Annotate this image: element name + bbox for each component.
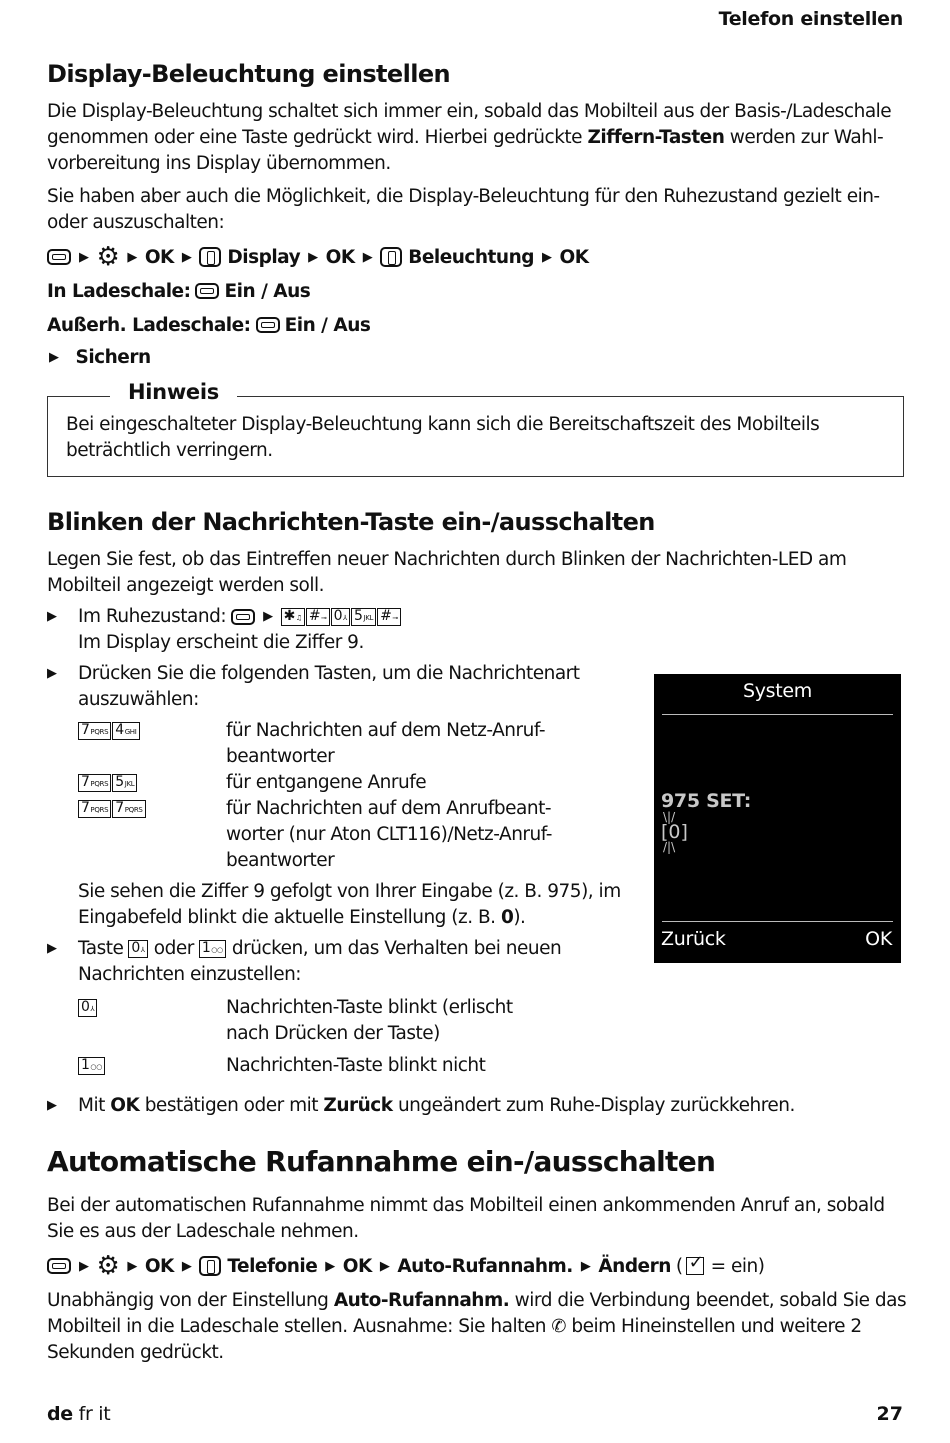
key-5-icon: 5JKL bbox=[112, 774, 137, 792]
key-0-icon: 0⅄ bbox=[128, 940, 147, 958]
step-idle-result: Im Display erscheint die Ziffer 9. bbox=[78, 632, 364, 653]
arrow-icon: ▶ bbox=[47, 609, 57, 624]
ok-label: OK bbox=[559, 246, 589, 268]
ok-label: OK bbox=[144, 246, 174, 268]
menu-item-auto-answer: Auto-Rufannahm. bbox=[397, 1255, 573, 1277]
manual-page: Telefon einstellen Display-Beleuchtung einstellen Die Display-Beleuchtung schaltet sich immer ein, sobald das Mobilteil aus der Basis-/Ladeschale genommen oder eine Taste gedrückt wird. Hierbei gedrückte Ziffern-Tasten werden zur Wahl-vorbereitung ins Display übernommen. Sie haben aber auch die Möglichkeit, die Display-Beleuchtung für den Ruhezustand gezielt ein- oder auszuschalten: ▶ ⚙ ▶ OK ▶ Display ▶ OK ▶ Beleuchtung ▶ OK In Ladeschale: Ein / Aus Außerh. Ladeschale: Ein / Aus ▶ Sichern Hinweis Bei eingeschalteter Display-Beleuchtung kann sich die Bereitschaftszeit des Mobilteils beträchtlich verringern. Blinken der Nachrichten-Taste ein-/ausschalten Legen Sie fest, ob das Eintreffen neuer Nachrichten durch Blinken der Nachrichten-LED am Mobilteil angezeigt werden soll. ▶ Im Ruhezustand: ▶ ✱♫ #⊸ 0⅄ 5JKL #⊸ Im Display erscheint die Ziffer 9. ▶ Drücken Sie die folgenden Tasten, um die Nachrichtenart auszuwählen: 7PQRS 4GHI für Nachrichten auf dem Netz-Anruf- beantworter 7PQRS 5JKL für entgangene Anrufe 7PQRS 7PQRS für Nachrichten auf dem Anrufbeant- worter (nur Aton CLT116)/Netz-Anruf- beantworter Sie sehen die Ziffer 9 gefolgt von Ihrer Eingabe (z. B. 975), im Eingabefeld blinkt die aktuelle Einstellung (z. B. 0). ▶ Taste 0⅄ oder 1○○ drücken, um das Verhalten bei neuen Nachrichten einzustellen: 0⅄ Nachrichten-Taste blinkt (erlischt nach Drücken der Taste) 1○○ Nachrichten-Taste blinkt nicht ▶ Mit OK bestätigen oder mit Zurück ungeändert zum Ruhe-Display zurückkehren. System 975 SET: \|/ [0] /|\ Zurück OK Automatische Rufannahme ein-/ausschalten Bei der automatischen Rufannahme nimmt das Mobilteil einen ankommenden Anruf an, sobald Sie es aus der Ladeschale nehmen. ▶ ⚙ ▶ OK ▶ Telefonie ▶ OK ▶ Auto-Rufannahm. ▶ Ändern ( ✓ = ein) Unabhängig von der Einstellung Auto-Rufannahm. wird die Verbindung beendet, sobald Sie das Mobilteil in die Ladeschale stellen. Ausnahme: Sie halten ✆ beim Hineinstellen und weitere 2 Sekunden gedrückt. de fr it 27 bbox=[0, 0, 950, 1443]
menu-path-display bbox=[47, 243, 589, 271]
arrow-icon: ▶ bbox=[362, 249, 373, 265]
section-title-auto-answer: Automatische Rufannahme ein-/ausschalten bbox=[47, 1145, 716, 1178]
ok-label: OK bbox=[342, 1255, 372, 1277]
phone-display-illustration bbox=[654, 674, 901, 963]
info-line-2: Eingabefeld blinkt die aktuelle Einstellung (z. B. 0). bbox=[78, 907, 526, 928]
arrow-icon: ▶ bbox=[263, 609, 273, 624]
step-confirm: Mit OK bestätigen oder mit Zurück ungeändert zum Ruhe-Display zurückkehren. bbox=[78, 1095, 795, 1116]
arrow-icon: ▶ bbox=[379, 1258, 390, 1274]
nav-key-icon bbox=[199, 247, 221, 267]
key-0-icon: 0⅄ bbox=[78, 999, 97, 1017]
arrow-icon: ▶ bbox=[580, 1258, 591, 1274]
key-0-icon: 0⅄ bbox=[331, 608, 350, 626]
info-line-1: Sie sehen die Ziffer 9 gefolgt von Ihrer Eingabe (z. B. 975), im bbox=[78, 881, 621, 902]
settings-gear-icon: ⚙ bbox=[96, 1251, 120, 1281]
ok-label: OK bbox=[325, 246, 355, 268]
nav-key-icon bbox=[380, 247, 402, 267]
key-7-icon: 7PQRS bbox=[78, 774, 111, 792]
change-label: Ändern bbox=[598, 1255, 671, 1277]
arrow-icon: ▶ bbox=[49, 349, 59, 365]
menu-path-auto-answer: ▶ ⚙ ▶ OK ▶ Telefonie ▶ OK ▶ Auto-Rufannahm. ▶ Ändern ( ✓ = ein) bbox=[47, 1252, 764, 1280]
step-idle-state: Im Ruhezustand: ▶ ✱♫ #⊸ 0⅄ 5JKL #⊸ bbox=[78, 604, 402, 630]
section2-intro: Legen Sie fest, ob das Eintreffen neuer Nachrichten durch Blinken der Nachrichten-LED am Mobilteil angezeigt werden soll. bbox=[47, 549, 847, 596]
key-combo bbox=[78, 718, 141, 744]
arrow-icon: ▶ bbox=[47, 1098, 57, 1113]
step-press-key: Taste 0⅄ oder 1○○ drücken, um das Verhalten bei neuen bbox=[78, 938, 562, 959]
settings-gear-icon: ⚙ bbox=[96, 242, 120, 272]
arrow-icon: ▶ bbox=[47, 941, 57, 956]
key-4-icon: 4GHI bbox=[112, 722, 139, 740]
section-title-display-lighting: Display-Beleuchtung einstellen bbox=[47, 60, 450, 88]
option-in-charger: In Ladeschale: Ein / Aus bbox=[47, 280, 311, 302]
section1-paragraph-1: Die Display-Beleuchtung schaltet sich immer ein, sobald das Mobilteil aus der Basis-/Ladeschale genommen oder eine Taste gedrückt wird. Hierbei gedrückte Ziffern-Tasten werden zur Wahl-vorbereitung ins Display übernommen. bbox=[47, 101, 892, 174]
screen-entry: 975 SET: bbox=[661, 790, 752, 812]
blink-indicator-icon: \|/ bbox=[663, 810, 676, 824]
arrow-icon: ▶ bbox=[79, 249, 89, 265]
arrow-icon: ▶ bbox=[181, 249, 192, 265]
section3-intro: Bei der automatischen Rufannahme nimmt das Mobilteil einen ankommenden Anruf an, sobald Sie es aus der Ladeschale nehmen. bbox=[47, 1195, 885, 1242]
hint-label: Hinweis bbox=[110, 380, 237, 404]
menu-item-display: Display bbox=[227, 246, 301, 268]
arrow-icon: ▶ bbox=[325, 1258, 335, 1274]
menu-key-icon bbox=[231, 609, 255, 625]
save-step: ▶ Sichern bbox=[49, 346, 151, 368]
menu-key-icon bbox=[195, 283, 219, 299]
step-press-key-line2: Nachrichten einzustellen: bbox=[78, 964, 302, 985]
arrow-icon: ▶ bbox=[542, 249, 552, 265]
checkbox-checked-icon bbox=[686, 1257, 704, 1275]
key-combo bbox=[78, 995, 98, 1021]
screen-value: [0] bbox=[661, 821, 688, 843]
key-7-icon: 7PQRS bbox=[78, 722, 111, 740]
key-hash-icon: #⊸ bbox=[377, 608, 401, 626]
key-star-icon: ✱♫ bbox=[281, 608, 305, 626]
menu-item-lighting: Beleuchtung bbox=[408, 246, 534, 268]
screen-divider bbox=[662, 714, 893, 715]
key-7-icon: 7PQRS bbox=[78, 800, 111, 818]
key-5-icon: 5JKL bbox=[351, 608, 376, 626]
arrow-icon: ▶ bbox=[79, 1258, 89, 1274]
key-combo bbox=[78, 770, 138, 796]
nav-key-icon bbox=[199, 1256, 221, 1276]
section3-note: Unabhängig von der Einstellung Auto-Rufannahm. wird die Verbindung beendet, sobald Sie das Mobilteil in die Ladeschale stellen. Ausnahme: Sie halten ✆ beim Hineinstellen und weitere 2 Sekunden gedrückt. bbox=[47, 1290, 907, 1363]
step-select-type-line1: Drücken Sie die folgenden Tasten, um die Nachrichtenart bbox=[78, 663, 580, 684]
key-combo bbox=[78, 796, 147, 822]
option-out-of-charger: Außerh. Ladeschale: Ein / Aus bbox=[47, 314, 371, 336]
section-title-message-key: Blinken der Nachrichten-Taste ein-/ausschalten bbox=[47, 508, 655, 536]
language-footer: de fr it bbox=[47, 1403, 111, 1425]
arrow-icon: ▶ bbox=[47, 666, 57, 681]
screen-softkey-ok: OK bbox=[865, 928, 892, 950]
running-head: Telefon einstellen bbox=[718, 8, 903, 30]
digit-keys-term: Ziffern-Tasten bbox=[587, 127, 725, 148]
menu-key-icon bbox=[47, 249, 71, 265]
key-1-icon: 1○○ bbox=[78, 1057, 105, 1075]
arrow-icon: ▶ bbox=[181, 1258, 192, 1274]
menu-key-icon bbox=[256, 317, 280, 333]
key-7-icon: 7PQRS bbox=[112, 800, 145, 818]
key-combo bbox=[78, 1053, 106, 1079]
menu-item-telephony: Telefonie bbox=[227, 1255, 318, 1277]
ok-label: OK bbox=[144, 1255, 174, 1277]
key-hash-icon: #⊸ bbox=[306, 608, 330, 626]
menu-key-icon bbox=[47, 1258, 71, 1274]
arrow-icon: ▶ bbox=[127, 249, 137, 265]
section1-paragraph-2: Sie haben aber auch die Möglichkeit, die Display-Beleuchtung für den Ruhezustand gezielt ein- oder auszuschalten: bbox=[47, 186, 880, 233]
arrow-icon: ▶ bbox=[127, 1258, 137, 1274]
handset-icon: ✆ bbox=[551, 1316, 566, 1337]
screen-title: System bbox=[742, 680, 813, 702]
hint-text: Bei eingeschalteter Display-Beleuchtung kann sich die Bereitschaftszeit des Mobilteils beträchtlich verringern. bbox=[66, 414, 820, 461]
screen-divider bbox=[662, 921, 893, 922]
arrow-icon: ▶ bbox=[308, 249, 318, 265]
screen-softkey-back: Zurück bbox=[661, 928, 726, 950]
step-select-type-line2: auszuwählen: bbox=[78, 689, 199, 710]
key-1-icon: 1○○ bbox=[199, 940, 226, 958]
page-number: 27 bbox=[876, 1403, 903, 1425]
blink-indicator-icon: /|\ bbox=[663, 840, 676, 854]
